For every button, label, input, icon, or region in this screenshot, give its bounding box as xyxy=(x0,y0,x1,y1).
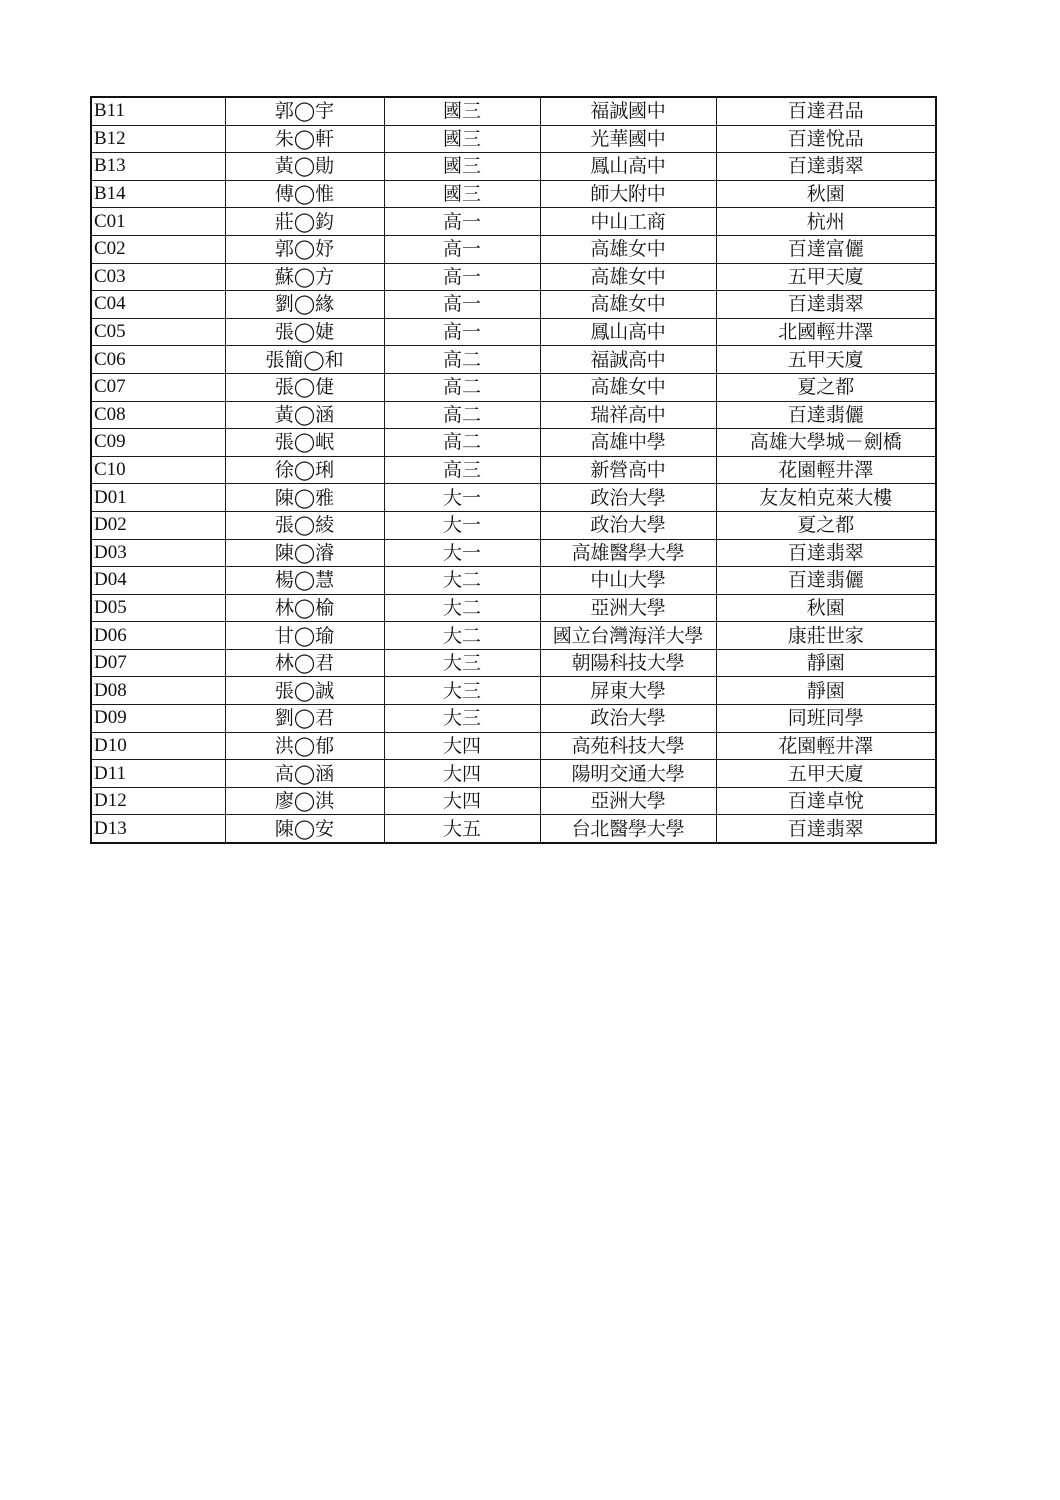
residence-cell: 百達翡儷 xyxy=(716,401,936,429)
residence-cell: 百達翡儷 xyxy=(716,567,936,595)
school-cell: 鳳山高中 xyxy=(540,153,716,181)
code-cell: D06 xyxy=(91,622,225,650)
name-cell: 黃◯涵 xyxy=(225,401,384,429)
table-row xyxy=(91,484,936,512)
school-cell: 光華國中 xyxy=(540,125,716,153)
name-cell: 郭◯宇 xyxy=(225,97,384,125)
school-cell: 高雄女中 xyxy=(540,263,716,291)
grade-cell: 高一 xyxy=(384,235,540,263)
school-cell: 陽明交通大學 xyxy=(540,760,716,788)
table-row xyxy=(91,456,936,484)
code-cell: D04 xyxy=(91,567,225,595)
code-cell: C09 xyxy=(91,429,225,457)
table-row xyxy=(91,401,936,429)
name-cell: 張◯倢 xyxy=(225,373,384,401)
code-cell: B13 xyxy=(91,153,225,181)
school-cell: 高雄女中 xyxy=(540,291,716,319)
school-cell: 師大附中 xyxy=(540,180,716,208)
name-cell: 廖◯淇 xyxy=(225,787,384,815)
school-cell: 屏東大學 xyxy=(540,677,716,705)
grade-cell: 高一 xyxy=(384,318,540,346)
code-cell: D08 xyxy=(91,677,225,705)
table-row xyxy=(91,125,936,153)
table-row xyxy=(91,429,936,457)
code-cell: D13 xyxy=(91,815,225,843)
code-cell: D03 xyxy=(91,539,225,567)
code-cell: C08 xyxy=(91,401,225,429)
grade-cell: 大三 xyxy=(384,649,540,677)
name-cell: 洪◯郁 xyxy=(225,732,384,760)
code-cell: B11 xyxy=(91,97,225,125)
grade-cell: 高二 xyxy=(384,429,540,457)
code-cell: C03 xyxy=(91,263,225,291)
name-cell: 朱◯軒 xyxy=(225,125,384,153)
name-cell: 陳◯安 xyxy=(225,815,384,843)
grade-cell: 高一 xyxy=(384,208,540,236)
table-row xyxy=(91,677,936,705)
residence-cell: 花園輕井澤 xyxy=(716,456,936,484)
name-cell: 莊◯鈞 xyxy=(225,208,384,236)
school-cell: 政治大學 xyxy=(540,484,716,512)
grade-cell: 國三 xyxy=(384,153,540,181)
residence-cell: 百達卓悅 xyxy=(716,787,936,815)
residence-cell: 百達翡翠 xyxy=(716,153,936,181)
name-cell: 徐◯琍 xyxy=(225,456,384,484)
name-cell: 黃◯勛 xyxy=(225,153,384,181)
roster-table-body xyxy=(91,97,936,843)
school-cell: 中山大學 xyxy=(540,567,716,595)
table-row xyxy=(91,539,936,567)
school-cell: 瑞祥高中 xyxy=(540,401,716,429)
residence-cell: 康莊世家 xyxy=(716,622,936,650)
name-cell: 陳◯濬 xyxy=(225,539,384,567)
table-row xyxy=(91,815,936,843)
grade-cell: 大四 xyxy=(384,760,540,788)
residence-cell: 花園輕井澤 xyxy=(716,732,936,760)
residence-cell: 五甲天廈 xyxy=(716,263,936,291)
grade-cell: 高二 xyxy=(384,373,540,401)
school-cell: 台北醫學大學 xyxy=(540,815,716,843)
name-cell: 甘◯瑜 xyxy=(225,622,384,650)
grade-cell: 大一 xyxy=(384,539,540,567)
table-row xyxy=(91,263,936,291)
table-row xyxy=(91,373,936,401)
residence-cell: 百達翡翠 xyxy=(716,539,936,567)
school-cell: 政治大學 xyxy=(540,511,716,539)
name-cell: 張◯婕 xyxy=(225,318,384,346)
grade-cell: 大三 xyxy=(384,677,540,705)
table-row xyxy=(91,787,936,815)
code-cell: C04 xyxy=(91,291,225,319)
table-row xyxy=(91,594,936,622)
school-cell: 朝陽科技大學 xyxy=(540,649,716,677)
table-row xyxy=(91,346,936,374)
table-row xyxy=(91,180,936,208)
code-cell: D09 xyxy=(91,705,225,733)
table-row xyxy=(91,208,936,236)
code-cell: D05 xyxy=(91,594,225,622)
table-row xyxy=(91,235,936,263)
grade-cell: 大二 xyxy=(384,594,540,622)
name-cell: 張◯誠 xyxy=(225,677,384,705)
name-cell: 郭◯妤 xyxy=(225,235,384,263)
grade-cell: 大一 xyxy=(384,511,540,539)
grade-cell: 大二 xyxy=(384,567,540,595)
code-cell: B14 xyxy=(91,180,225,208)
name-cell: 林◯君 xyxy=(225,649,384,677)
residence-cell: 百達富儷 xyxy=(716,235,936,263)
grade-cell: 大一 xyxy=(384,484,540,512)
school-cell: 政治大學 xyxy=(540,705,716,733)
school-cell: 高雄女中 xyxy=(540,235,716,263)
residence-cell: 夏之都 xyxy=(716,373,936,401)
code-cell: D11 xyxy=(91,760,225,788)
code-cell: D12 xyxy=(91,787,225,815)
table-row xyxy=(91,732,936,760)
code-cell: C01 xyxy=(91,208,225,236)
school-cell: 新營高中 xyxy=(540,456,716,484)
school-cell: 高雄女中 xyxy=(540,373,716,401)
name-cell: 傅◯惟 xyxy=(225,180,384,208)
roster-table xyxy=(90,96,937,844)
residence-cell: 高雄大學城－劍橋 xyxy=(716,429,936,457)
residence-cell: 百達悅品 xyxy=(716,125,936,153)
school-cell: 高苑科技大學 xyxy=(540,732,716,760)
name-cell: 劉◯緣 xyxy=(225,291,384,319)
table-row xyxy=(91,649,936,677)
school-cell: 高雄醫學大學 xyxy=(540,539,716,567)
table-row xyxy=(91,318,936,346)
table-row xyxy=(91,622,936,650)
code-cell: D01 xyxy=(91,484,225,512)
grade-cell: 大五 xyxy=(384,815,540,843)
code-cell: B12 xyxy=(91,125,225,153)
grade-cell: 大二 xyxy=(384,622,540,650)
grade-cell: 大三 xyxy=(384,705,540,733)
grade-cell: 高一 xyxy=(384,291,540,319)
code-cell: D02 xyxy=(91,511,225,539)
residence-cell: 杭州 xyxy=(716,208,936,236)
grade-cell: 高二 xyxy=(384,401,540,429)
residence-cell: 夏之都 xyxy=(716,511,936,539)
residence-cell: 百達翡翠 xyxy=(716,815,936,843)
residence-cell: 五甲天廈 xyxy=(716,760,936,788)
school-cell: 福誠國中 xyxy=(540,97,716,125)
residence-cell: 百達君品 xyxy=(716,97,936,125)
residence-cell: 秋園 xyxy=(716,594,936,622)
table-row xyxy=(91,97,936,125)
name-cell: 張◯綾 xyxy=(225,511,384,539)
grade-cell: 高二 xyxy=(384,346,540,374)
name-cell: 楊◯慧 xyxy=(225,567,384,595)
school-cell: 鳳山高中 xyxy=(540,318,716,346)
residence-cell: 北國輕井澤 xyxy=(716,318,936,346)
school-cell: 中山工商 xyxy=(540,208,716,236)
code-cell: C10 xyxy=(91,456,225,484)
residence-cell: 百達翡翠 xyxy=(716,291,936,319)
grade-cell: 高三 xyxy=(384,456,540,484)
name-cell: 張簡◯和 xyxy=(225,346,384,374)
school-cell: 高雄中學 xyxy=(540,429,716,457)
name-cell: 劉◯君 xyxy=(225,705,384,733)
name-cell: 蘇◯方 xyxy=(225,263,384,291)
name-cell: 張◯岷 xyxy=(225,429,384,457)
code-cell: C05 xyxy=(91,318,225,346)
grade-cell: 高一 xyxy=(384,263,540,291)
table-row xyxy=(91,705,936,733)
table-row xyxy=(91,567,936,595)
residence-cell: 同班同學 xyxy=(716,705,936,733)
table-row xyxy=(91,291,936,319)
grade-cell: 國三 xyxy=(384,125,540,153)
school-cell: 亞洲大學 xyxy=(540,787,716,815)
table-row xyxy=(91,760,936,788)
grade-cell: 國三 xyxy=(384,97,540,125)
grade-cell: 國三 xyxy=(384,180,540,208)
residence-cell: 五甲天廈 xyxy=(716,346,936,374)
code-cell: C02 xyxy=(91,235,225,263)
table-row xyxy=(91,153,936,181)
grade-cell: 大四 xyxy=(384,732,540,760)
code-cell: C06 xyxy=(91,346,225,374)
school-cell: 福誠高中 xyxy=(540,346,716,374)
table-row xyxy=(91,511,936,539)
code-cell: C07 xyxy=(91,373,225,401)
name-cell: 陳◯雅 xyxy=(225,484,384,512)
residence-cell: 友友柏克萊大樓 xyxy=(716,484,936,512)
code-cell: D10 xyxy=(91,732,225,760)
school-cell: 亞洲大學 xyxy=(540,594,716,622)
grade-cell: 大四 xyxy=(384,787,540,815)
residence-cell: 秋園 xyxy=(716,180,936,208)
name-cell: 林◯榆 xyxy=(225,594,384,622)
residence-cell: 靜園 xyxy=(716,677,936,705)
residence-cell: 靜園 xyxy=(716,649,936,677)
code-cell: D07 xyxy=(91,649,225,677)
school-cell: 國立台灣海洋大學 xyxy=(540,622,716,650)
name-cell: 高◯涵 xyxy=(225,760,384,788)
